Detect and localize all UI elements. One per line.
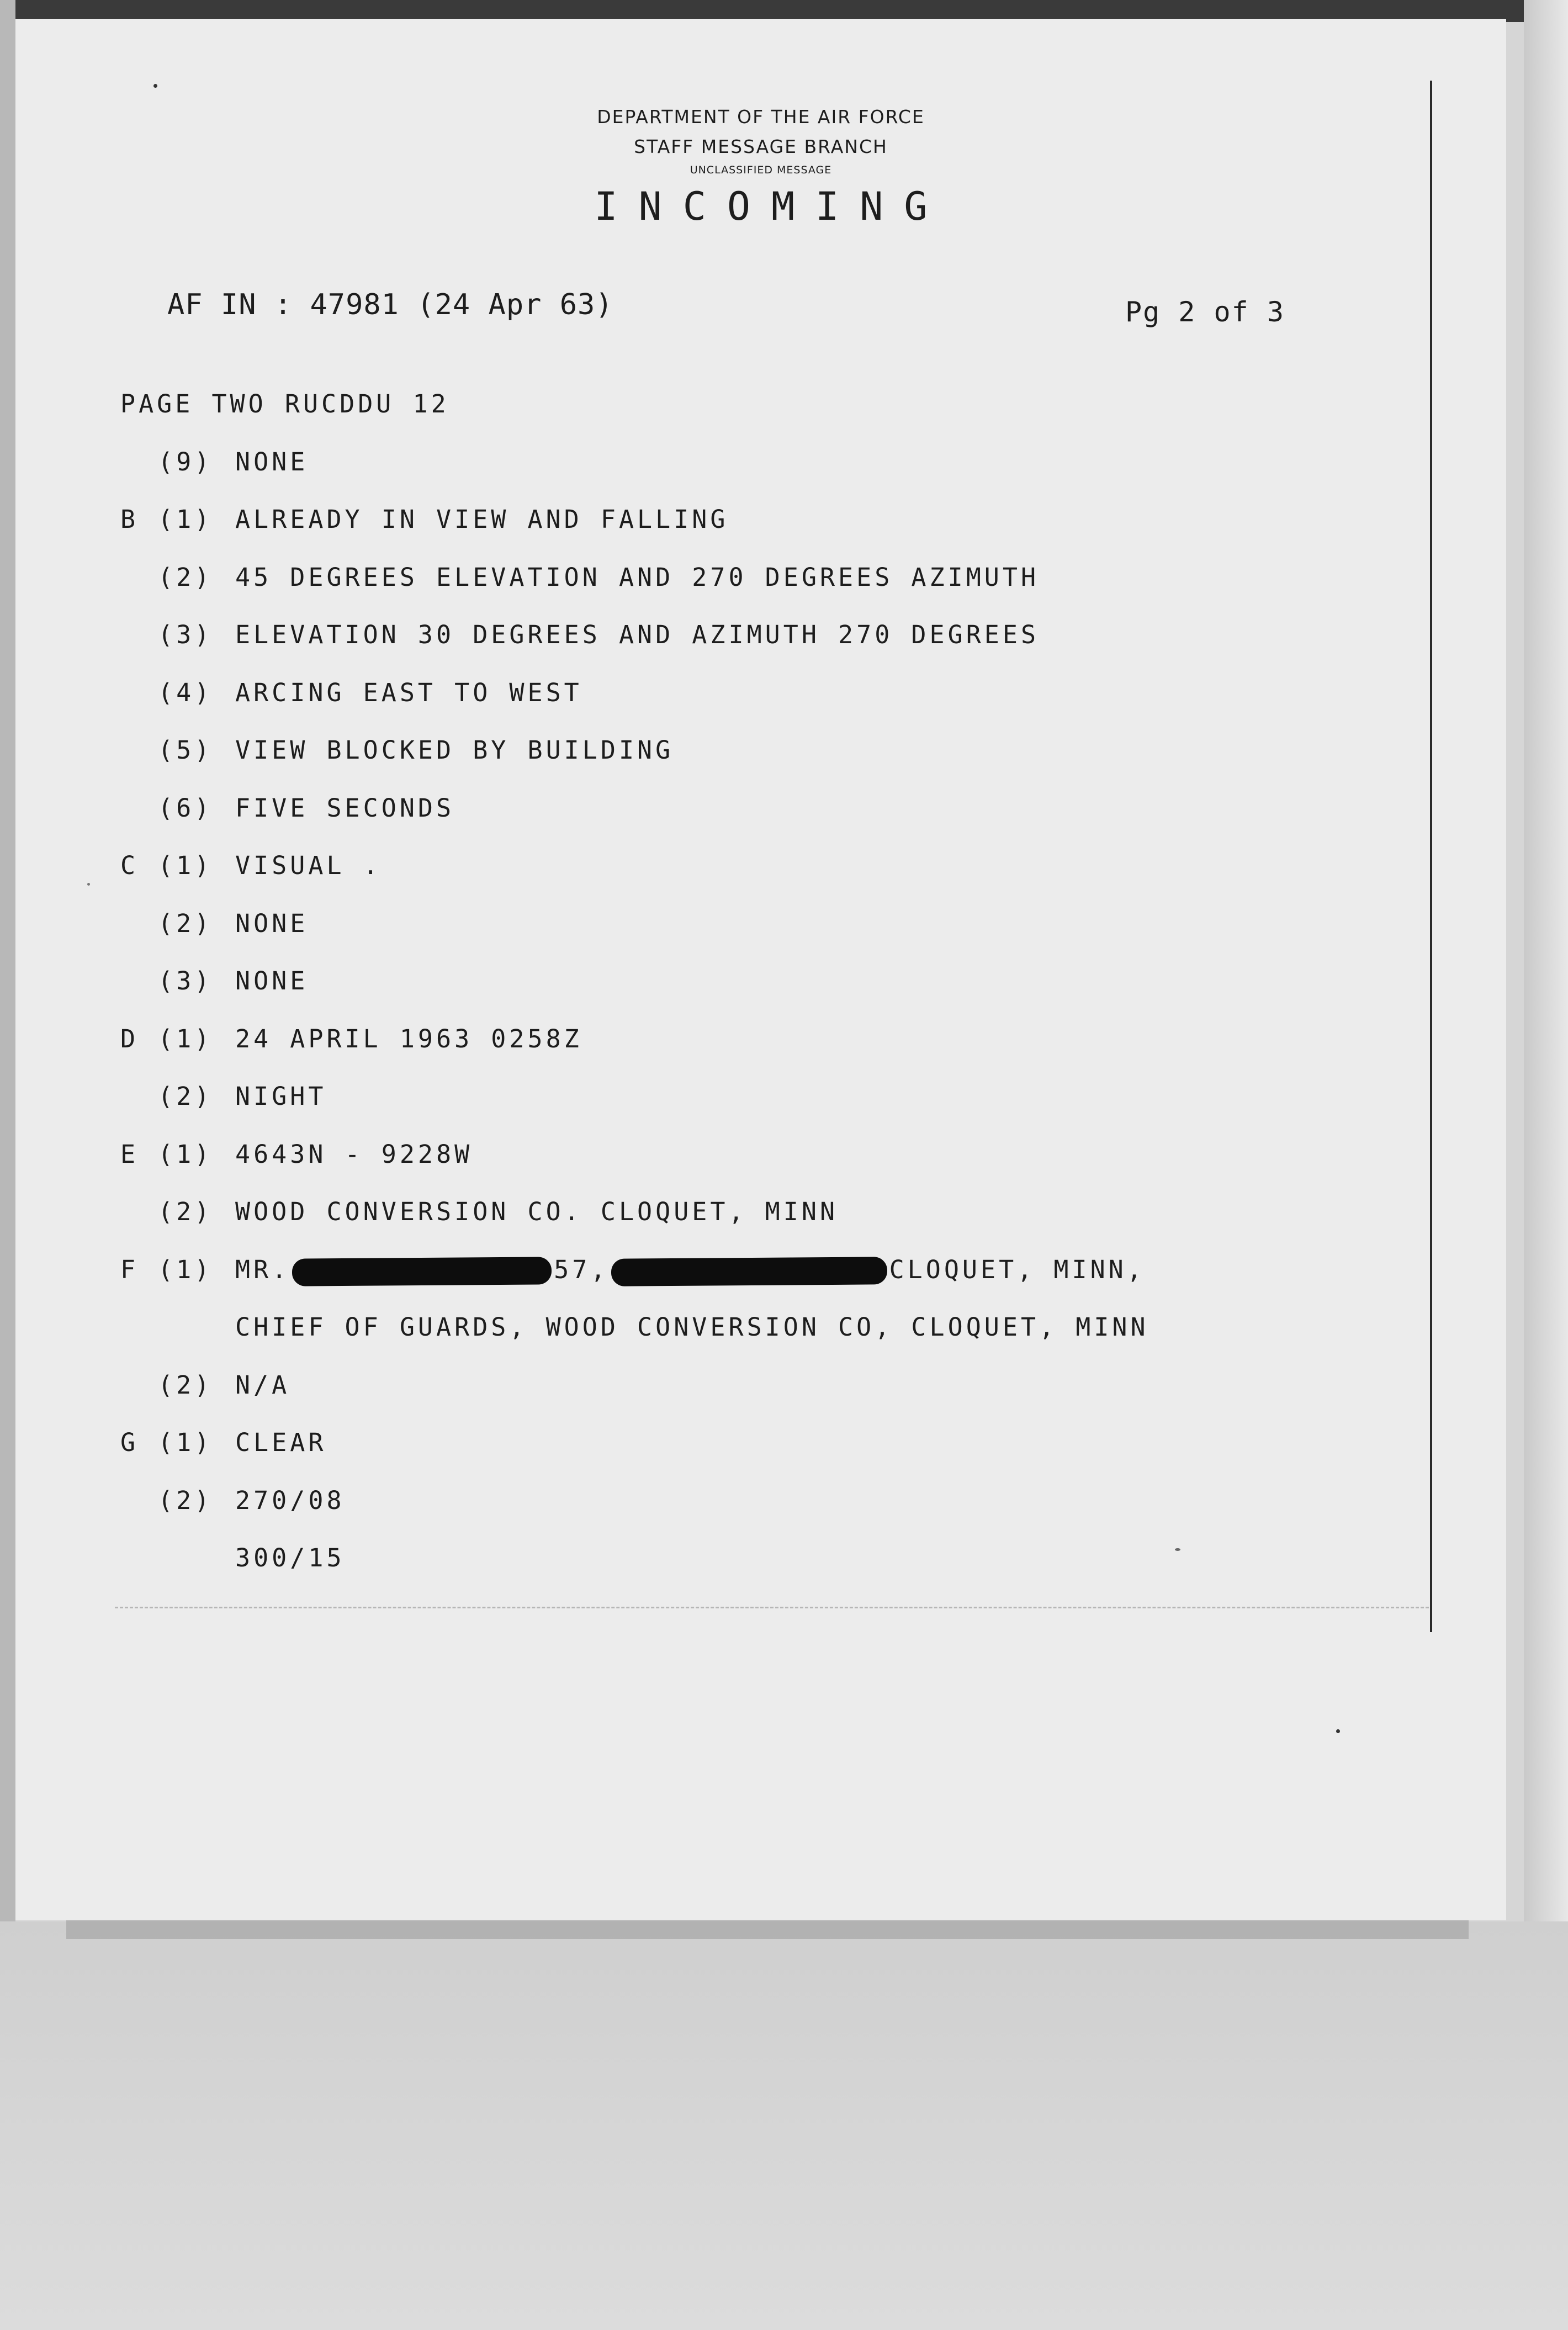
section-letter: F: [120, 1254, 139, 1284]
item-number: (1): [158, 1139, 213, 1169]
branch-title: STAFF MESSAGE BRANCH: [634, 136, 888, 157]
item-number: (2): [158, 1082, 213, 1111]
list-item: [120, 446, 1149, 504]
item-text: 45 DEGREES ELEVATION AND 270 DEGREES AZIMUTH: [235, 562, 1040, 592]
list-item: [120, 792, 1149, 850]
item-number: (1): [158, 1024, 213, 1053]
item-number: (9): [158, 447, 213, 476]
list-item: [120, 1542, 1149, 1600]
item-text: FIVE SECONDS: [235, 793, 455, 823]
item-number: [158, 1311, 235, 1369]
section-letter: B: [120, 505, 139, 534]
page-number: Pg 2 of 3: [1125, 296, 1285, 328]
list-item: [120, 734, 1149, 792]
item-text: ELEVATION 30 DEGREES AND AZIMUTH 270 DEGREES: [235, 620, 1040, 649]
item-number: (2): [158, 1197, 213, 1226]
item-text: VISUAL .: [235, 851, 382, 880]
witness-row: [120, 1253, 1149, 1311]
item-text: 270/08: [235, 1485, 345, 1515]
section-letter: [120, 734, 158, 792]
item-number: (2): [158, 1485, 213, 1515]
scan-lower-background: [0, 1921, 1568, 2330]
scan-speck: [153, 84, 157, 88]
item-number: (3): [158, 966, 213, 995]
page-shadow: [66, 1920, 1469, 1939]
item-text: 24 APRIL 1963 0258Z: [235, 1024, 582, 1053]
scan-right-edge: [1524, 0, 1568, 1944]
item-number: (3): [158, 620, 213, 649]
witness-city: CLOQUET, MINN,: [889, 1254, 1145, 1284]
witness-age: 57,: [554, 1254, 609, 1284]
item-text: ARCING EAST TO WEST: [235, 677, 582, 707]
section-letter: [120, 1484, 158, 1542]
list-item: [120, 618, 1149, 676]
section-letter: [120, 1369, 158, 1427]
item-number: (2): [158, 908, 213, 938]
item-number: (5): [158, 735, 213, 765]
item-text: NONE: [235, 447, 309, 476]
scan-speck: [87, 883, 90, 886]
list-item: [120, 1484, 1149, 1542]
section-letter: [120, 676, 158, 734]
list-item: [120, 676, 1149, 734]
item-number: (2): [158, 562, 213, 592]
page-heading: [120, 388, 1149, 446]
list-item: [120, 561, 1149, 619]
item-text: 4643N - 9228W: [235, 1139, 473, 1169]
item-number: (6): [158, 793, 213, 823]
scan-speck: [1336, 1729, 1340, 1733]
item-text: [235, 1253, 1145, 1311]
item-number: (1): [158, 505, 213, 534]
list-item: [120, 849, 1149, 907]
classification-label: UNCLASSIFIED MESSAGE: [690, 164, 832, 176]
section-letter: [120, 792, 158, 850]
item-text: NONE: [235, 908, 309, 938]
message-id: AF IN : 47981 (24 Apr 63): [167, 288, 613, 321]
section-letter: [120, 1542, 158, 1600]
margin-rule: [1430, 81, 1432, 1632]
section-letter: E: [120, 1139, 139, 1169]
list-item: [120, 1369, 1149, 1427]
list-item: [120, 1195, 1149, 1253]
item-text: NONE: [235, 966, 309, 995]
list-item: [120, 965, 1149, 1023]
item-text: CHIEF OF GUARDS, WOOD CONVERSION CO, CLOQUET, MINN: [235, 1312, 1149, 1342]
section-letter: [120, 1080, 158, 1138]
item-number: (2): [158, 1370, 213, 1400]
item-number: (4): [158, 677, 213, 707]
list-item: [120, 503, 1149, 561]
scan-left-edge: [0, 0, 15, 1921]
tear-line: [115, 1607, 1429, 1608]
section-letter: [120, 561, 158, 619]
section-letter: C: [120, 851, 139, 880]
item-number: (1): [158, 1428, 213, 1457]
redaction-mark: [292, 1257, 552, 1286]
item-text: VIEW BLOCKED BY BUILDING: [235, 735, 674, 765]
item-text: 300/15: [235, 1543, 345, 1572]
item-text: WOOD CONVERSION CO. CLOQUET, MINN: [235, 1197, 839, 1226]
message-body: [120, 388, 1149, 1600]
list-item: [120, 1311, 1149, 1369]
department-title: DEPARTMENT OF THE AIR FORCE: [597, 106, 925, 128]
item-text: CLEAR: [235, 1428, 327, 1457]
section-letter: [120, 446, 158, 504]
list-item: [120, 1426, 1149, 1484]
direction-title: INCOMING: [594, 184, 949, 229]
list-item: [120, 1023, 1149, 1081]
item-number: [158, 1542, 235, 1600]
heading-text: PAGE TWO RUCDDU 12: [120, 389, 449, 419]
redaction-mark: [611, 1257, 887, 1286]
section-letter: G: [120, 1428, 139, 1457]
item-number: (1): [158, 851, 213, 880]
message-header: [15, 102, 1506, 234]
item-text: ALREADY IN VIEW AND FALLING: [235, 505, 729, 534]
item-number: (1): [158, 1254, 213, 1284]
item-text: NIGHT: [235, 1082, 327, 1111]
section-letter: [120, 618, 158, 676]
message-page: [15, 19, 1506, 1920]
section-letter: [120, 1311, 158, 1369]
list-item: [120, 907, 1149, 965]
section-letter: D: [120, 1024, 139, 1053]
scan-speck: [1175, 1548, 1180, 1551]
section-letter: [120, 965, 158, 1023]
witness-prefix: MR.: [235, 1254, 290, 1284]
section-letter: [120, 1195, 158, 1253]
item-text: N/A: [235, 1370, 290, 1400]
section-letter: [120, 907, 158, 965]
list-item: [120, 1138, 1149, 1196]
list-item: [120, 1080, 1149, 1138]
